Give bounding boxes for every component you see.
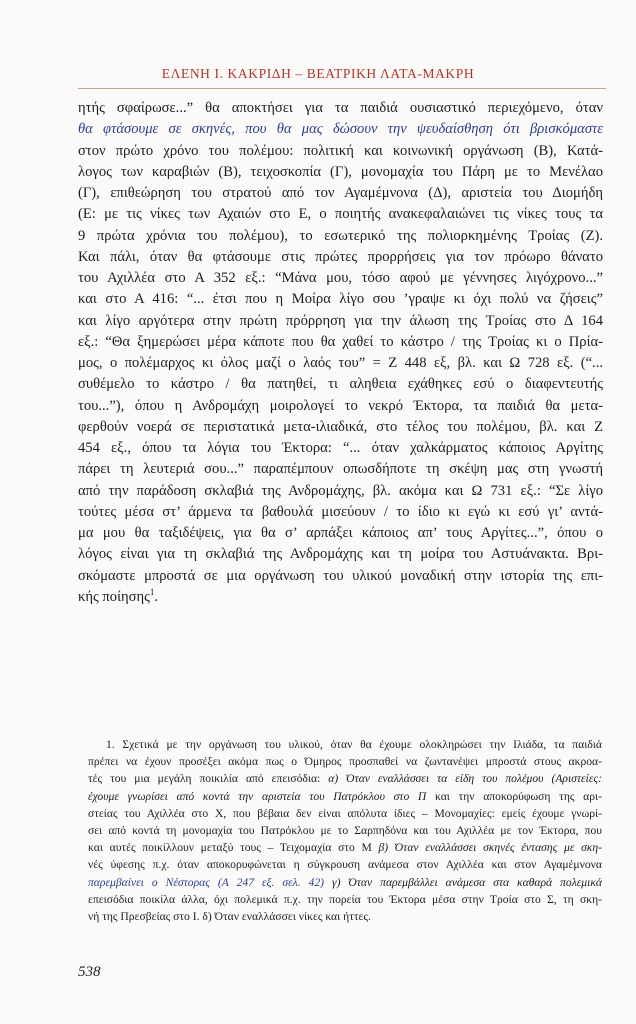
body-line: πάρει τη λευτεριά σου...” παραπέμπουν οπωσδήποτε τη σκέψη μας στη γνωστή xyxy=(78,461,603,478)
footnote-italic-text: έχουμε γνωρίσει από κοντά την αριστεία του Πατρόκλου στο Π xyxy=(88,789,435,803)
body-line: από την παράδοση σκλαβιά της Ανδρομάχης, βλ. ακόμα και Ω 731 εξ.: “Σε λίγο xyxy=(78,482,603,499)
body-line: εξ.: “Θα ξημερώσει μέρα κάποτε που θα χαθεί το κάστρο / της Τροίας κι ο Πρία- xyxy=(78,333,603,350)
body-line: (Γ), επιθεώρηση του στρατού από τον Αγαμέμνονα (Δ), αριστεία του Διομήδη xyxy=(78,185,603,201)
footnote-line: νές ύφεσης π.χ. όταν αποκορυφώνεται η σύγκρουση ανάμεσα στον Αχιλλέα και στον Αγαμέμνονα xyxy=(88,858,602,872)
footnote-line: πρέπει να έχουν προσέξει ακόμα πως ο Όμηρος προσπαθεί να ζωντανέψει μπροστά στους ακροα- xyxy=(88,755,602,769)
page-number: 538 xyxy=(78,964,101,980)
body-line: και στο Α 416: “... έτσι που η Μοίρα λίγο σου ’γραψε κι όχι πολύ να ζήσεις” xyxy=(78,291,603,308)
footnote-text: και αυτές ποικίλλουν μεταξύ τους – Τειχομαχία στο Μ xyxy=(88,841,379,855)
footnote-italic-text: α) Όταν εναλλάσσει τα είδη του πολέμου (Αριστείες: xyxy=(328,772,602,786)
footnote-text: τές του μια μεγάλη ποικιλία από επεισόδια: xyxy=(88,772,329,786)
body-line: ητής σφαίρωσε...” θα αποκτήσει για τα παιδιά ουσιαστικό περιεχόμενο, όταν xyxy=(78,100,603,116)
footnote-text: και την αποκορύφωση της αρι- xyxy=(434,789,602,803)
footnote-highlighted-text: παρεμβαίνει ο Νέστορας (Α 247 εξ. σελ. 42) xyxy=(88,875,332,889)
body-line: μος, ο πολέμαρχος κι όλος μαζί ο λαός του” = Ζ 448 εξ, βλ. και Ω 728 εξ. (“... xyxy=(78,355,603,371)
footnote xyxy=(88,736,602,925)
footnote-line: στείας του Αχιλλέα στο Χ, που βέβαια δεν είναι απόλυτα ίδιες – Μονομαχίες: εμείς έχουμε γνωρί- xyxy=(88,806,602,820)
body-line: συθέμελο το κάστρο / θα πατηθεί, τι αληθεια εχάθηκες εσύ ο διαφεντευτής xyxy=(78,376,603,393)
footnote-line-last: νή της Πρεσβείας στο Ι. δ) Όταν εναλλάσσει νίκες και ήττες. xyxy=(88,910,371,924)
footnote-line xyxy=(88,874,602,891)
footnote-italic-text: β) Όταν εναλλάσσει σκηνές έντασης με σκη- xyxy=(378,841,602,855)
body-line: τούτες μέσα στ’ άρμενα τα βαθουλά μισεύουν / το ίδιο κι εγώ κι εσύ γι’ αντά- xyxy=(78,503,603,520)
body-line: λογος των καραβιών (Β), τειχοσκοπία (Γ), μονομαχία του Πάρη με το Μενέλαο xyxy=(78,163,603,180)
footnote-line xyxy=(88,788,602,805)
body-line: 9 πρώτα χρόνια του πολέμου), το εσωτερικό της πολιορκημένης Τροίας (Ζ). xyxy=(78,227,603,244)
footnote-reference[interactable]: 1 xyxy=(149,586,155,597)
body-line-highlighted: θα φτάσουμε σε σκηνές, που θα μας δώσουν την ψευδαίσθηση ότι βρισκόμαστε xyxy=(78,121,603,138)
footnote-line: επεισόδια ποικίλα άλλα, όχι πολεμικά π.χ. την πορεία του Έκτορα μέσα στην Τροία στο Σ, τη σκη- xyxy=(88,892,602,906)
header-rule xyxy=(78,88,606,89)
body-line: του Αχιλλέα στο Α 352 εξ.: “Μάνα μου, τόσο αφού με γέννησες λιγόχρονο...” xyxy=(78,270,603,286)
body-line: σκόμαστε μπροστά σε μια οργάνωση του υλικού μοναδική στην ιστορία της επι- xyxy=(78,567,603,584)
footnote-italic-text: γ) Όταν παρεμβάλλει ανάμεσα στα καθαρά πολεμικά xyxy=(332,875,602,889)
body-line: Και πάλι, όταν θα φτάσουμε στις πρώτες προρρήσεις για τον πρόωρο θάνατο xyxy=(78,248,603,265)
body-line-last xyxy=(78,587,603,608)
footnote-line xyxy=(88,770,602,787)
body-line: 454 εξ., όπου τα λόγια του Έκτορα: “... όταν χαλκάρματος κάποιος Αργίτης xyxy=(78,440,603,456)
body-line: λόγος είναι για τη σκλαβιά της Ανδρομάχης και τη μοίρα του Αστυάνακτα. Βρι- xyxy=(78,546,603,563)
body-line: του...”), όπου η Ανδρομάχη μοιρολογεί το νεκρό Έκτορα, τα παιδιά θα μετα- xyxy=(78,397,603,414)
body-line: στον πρώτο χρόνο του πολέμου: πολιτική και κοινωνική οργάνωση (Β), Κατά- xyxy=(78,142,603,159)
footnote-line: 1. Σχετικά με την οργάνωση του υλικού, όταν θα έχουμε ολοκληρώσει την Ιλιάδα, τα παιδιά xyxy=(106,738,602,751)
body-line-text: κής ποίησης xyxy=(78,588,150,605)
body-line: (Ε: με τις νίκες των Αχαιών στο Ε, ο ποιητής ανακεφαλαιώνει τις νίκες τους τα xyxy=(78,206,603,223)
body-line: μα μου θα ταξιδέψεις, για θα σ’ αρπάξει κάποιος απ’ τους Αργίτες...”, όπου ο xyxy=(78,525,603,541)
body-line: και λίγο αργότερα στην πρώτη πρόρρηση για την άλωση της Τροίας στο Δ 164 xyxy=(78,312,603,329)
footnote-line: σει από κοντά τη μονομαχία του Πατρόκλου με το Σαρπηδόνα και του Αχιλλέα με τον Έκτορα, που xyxy=(88,824,602,838)
footnote-line xyxy=(88,839,602,856)
final-punctuation: . xyxy=(154,588,159,605)
running-header: ΕΛΕΝΗ Ι. ΚΑΚΡΙΔΗ – ΒΕΑΤΡΙΚΗ ΛΑΤΑ-ΜΑΚΡΗ xyxy=(161,66,475,81)
body-text xyxy=(78,98,603,608)
body-line: φερθούν νοερά σε περιστατικά μετα-ιλιαδικά, στο τέλος του πολέμου, βλ. και Ζ xyxy=(78,418,603,435)
